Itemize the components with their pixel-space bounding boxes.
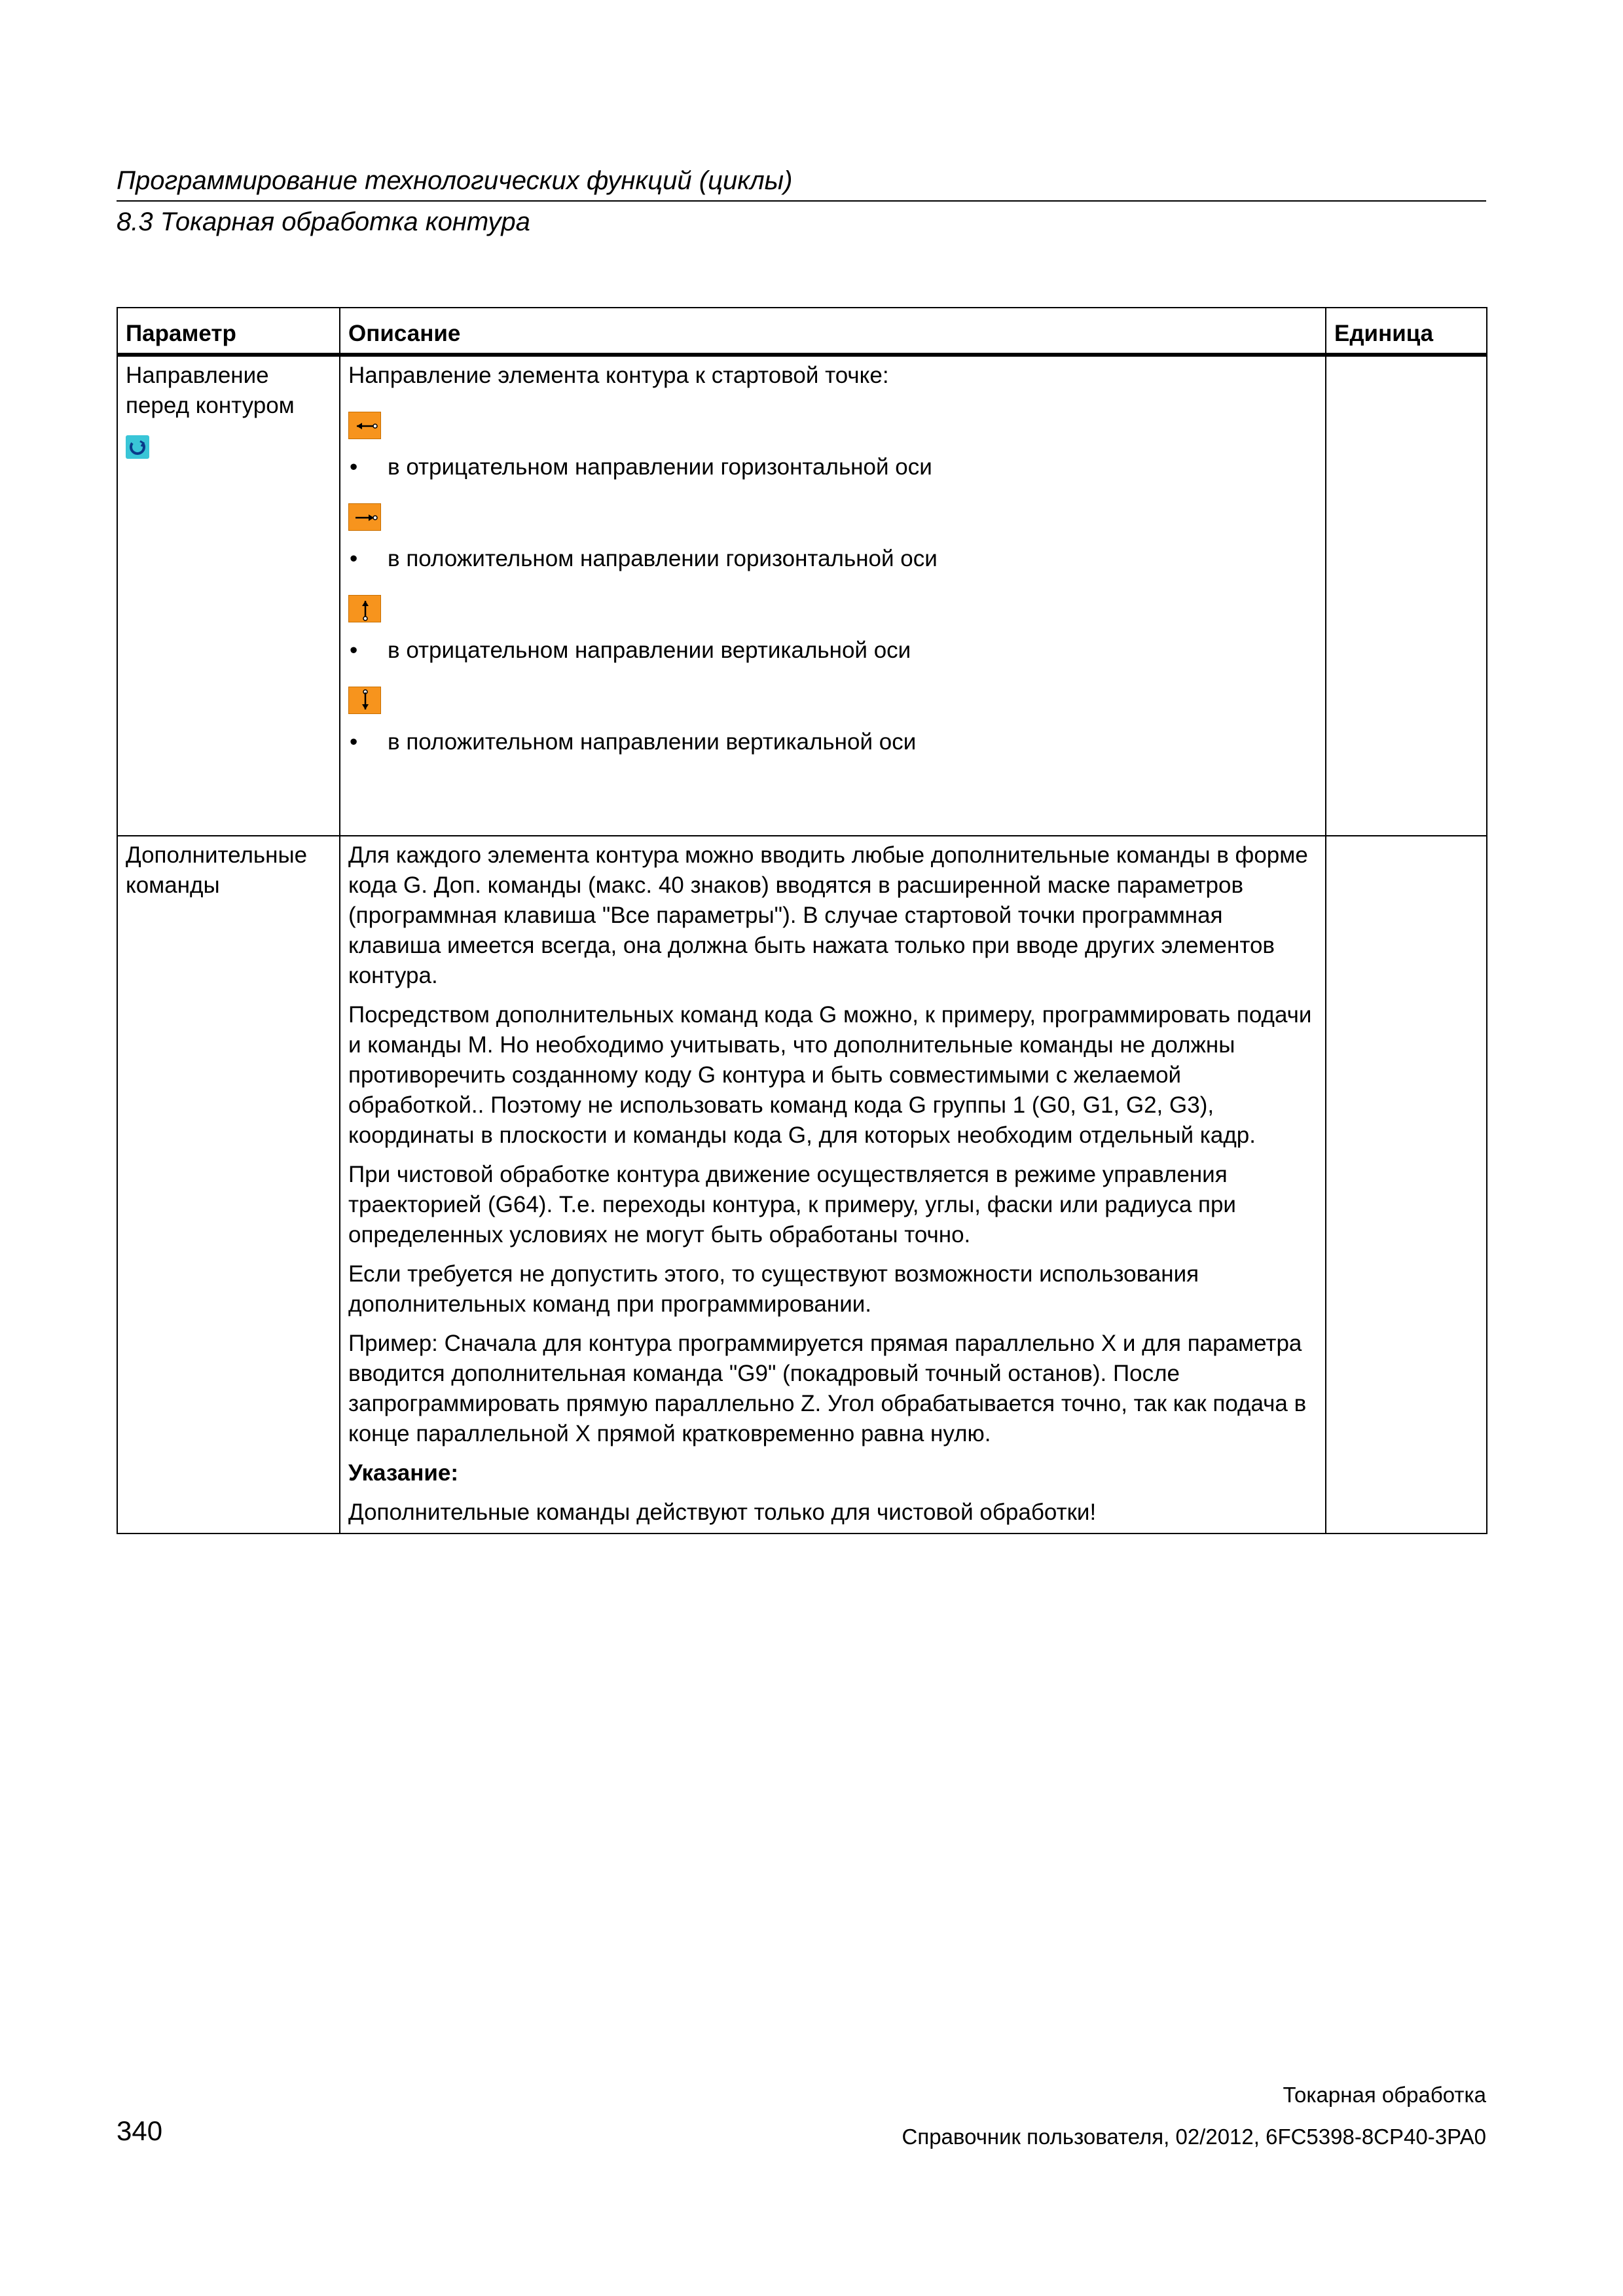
header-rule [117,200,1486,202]
table-header-row [117,308,1487,355]
option-text: в отрицательном направлении вертикальной оси [388,637,911,663]
column-header-description: Описание [340,308,1326,355]
section-title: 8.3 Токарная обработка контура [117,207,530,236]
page-number: 340 [117,2115,163,2146]
description-paragraph: При чистовой обработке контура движение осуществляется в режиме управления траекторией (G64). Т.е. переходы контура, к примеру, углы, фаски или радиуса при определенных условиях не могут быть обработаны точно. [348,1162,1236,1247]
option-text: в положительном направлении горизонтальной оси [388,546,938,571]
unit-cell [1326,836,1487,1534]
arrow-right-icon [348,503,381,531]
description-intro: Направление элемента контура к стартовой точке: [348,363,889,388]
description-paragraph: Пример: Сначала для контура программируется прямая параллельно X и для параметра вводится дополнительная команда "G9" (покадровый точный останов). После запрограммировать прямую параллельно Z. Угол обрабатывается точно, так как подача в конце параллельной X прямой кратковременно равна нулю. [348,1331,1307,1446]
arrow-left-icon [348,412,381,439]
list-item: • в положительном направлении горизонтальной оси [348,544,1317,574]
description-cell [340,836,1326,1534]
list-item: • в положительном направлении вертикальной оси [348,727,1317,757]
description-paragraph: Для каждого элемента контура можно вводить любые дополнительные команды в форме кода G. Доп. команды (макс. 40 знаков) вводятся в расширенной маске параметров (программная клавиша "Все параметры"). В случае стартовой точки программная клавиша имеется всегда, она должна быть нажата только при вводе других элементов контура. [348,842,1308,988]
toggle-cycle-icon [126,435,149,459]
footer-reference: Справочник пользователя, 02/2012, 6FC5398-8CP40-3PA0 [902,2125,1486,2149]
note-text: Дополнительные команды действуют только для чистовой обработки! [348,1499,1097,1525]
footer-title: Токарная обработка [1283,2083,1486,2107]
table-row [117,836,1487,1534]
arrow-down-icon [348,687,381,714]
chapter-title: Программирование технологических функций (циклы) [117,166,793,195]
option-text: в отрицательном направлении горизонтальной оси [388,454,932,480]
note-title: Указание: [348,1460,459,1486]
list-item: • в отрицательном направлении горизонтальной оси [348,452,1317,482]
parameter-table [117,307,1487,1534]
arrow-up-icon [348,595,381,622]
param-name: Дополнительные команды [126,842,308,898]
description-cell [340,355,1326,836]
param-name: Направление перед контуром [126,363,295,418]
param-cell [117,355,340,836]
list-item: • в отрицательном направлении вертикальной оси [348,636,1317,666]
description-paragraph: Посредством дополнительных команд кода G можно, к примеру, программировать подачи и команды M. Но необходимо учитывать, что дополнительные команды не должны противоречить созданному коду G контура и быть совместимыми с желаемой обработкой.. Поэтому не использовать команд кода G группы 1 (G0, G1, G2, G3), координаты в плоскости и команды кода G, для которых необходим отдельный кадр. [348,1002,1312,1148]
column-header-unit: Единица [1326,308,1487,355]
description-paragraph: Если требуется не допустить этого, то существуют возможности использования дополнительных команд при программировании. [348,1261,1199,1317]
column-header-param: Параметр [117,308,340,355]
unit-cell [1326,355,1487,836]
table-row [117,355,1487,836]
param-cell [117,836,340,1534]
option-text: в положительном направлении вертикальной оси [388,729,917,755]
